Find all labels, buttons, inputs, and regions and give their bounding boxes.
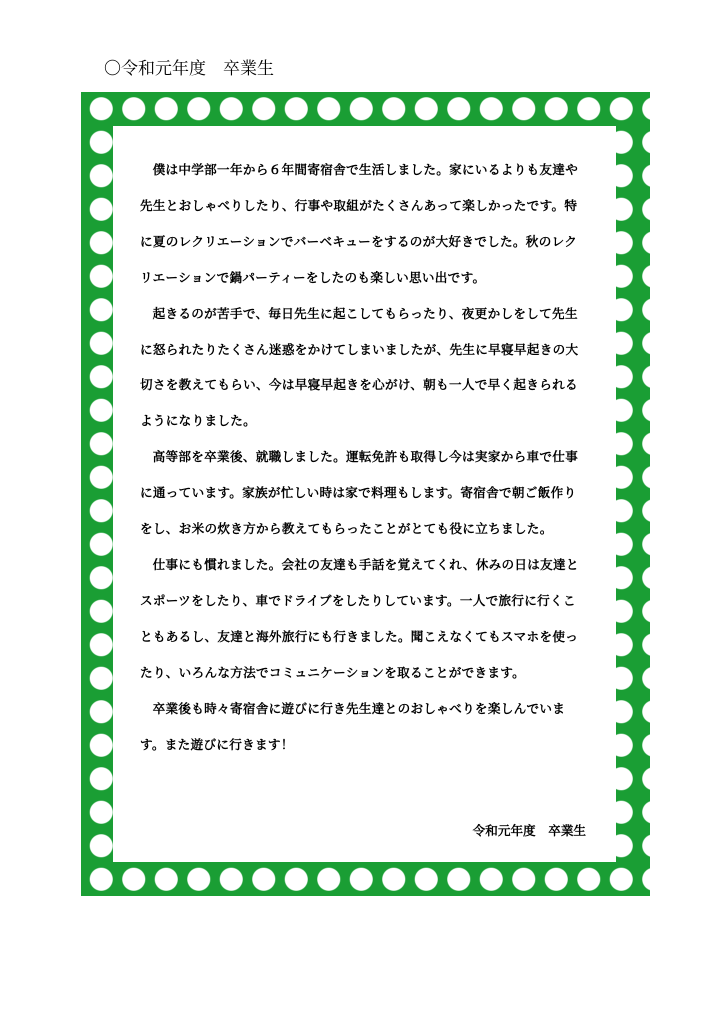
paragraph-1: 僕は中学部一年から６年間寄宿舎で生活しました。家にいるよりも友達や先生とおしゃべりしたり、行事や取組がたくさんあって楽しかったです。特に夏のレクリエーションでバーベキューをするのが大好きでした。秋のレクリエーションで鍋パーティーをしたのも楽しい思い出です。 — [140, 162, 579, 285]
paragraph-4: 仕事にも慣れました。会社の友達も手話を覚えてくれ、休みの日は友達とスポーツをしたり、車でドライブをしたりしています。一人で旅行に行くこともあるし、友達と海外旅行にも行きました。聞こえなくてもスマホを使ったり、いろんな方法でコミュニケーションを取ることができます。 — [140, 556, 579, 680]
paragraph-2: 起きるのが苦手で、毎日先生に起こしてもらったり、夜更かしをして先生に怒られたりたくさん迷惑をかけてしまいましたが、先生に早寝早起きの大切さを教えてもらい、今は早寝早起きを心がけ、朝も一人で早く起きられるようになりました。 — [140, 305, 579, 429]
signature: 令和元年度 卒業生 — [472, 823, 586, 838]
paragraph-3: 高等部を卒業後、就職しました。運転免許も取得し今は実家から車で仕事に通っています。家族が忙しい時は家で料理もします。寄宿舎で朝ご飯作りをし、お米の炊き方から教えてもらったことがとても役に立ちました。 — [140, 449, 579, 537]
paragraph-5: 卒業後も時々寄宿舎に遊びに行き先生達とのおしゃべりを楽しんでいます。また遊びに行きます！ — [140, 700, 566, 752]
letter-body — [140, 152, 586, 762]
page-title: 〇令和元年度 卒業生 — [104, 59, 274, 79]
